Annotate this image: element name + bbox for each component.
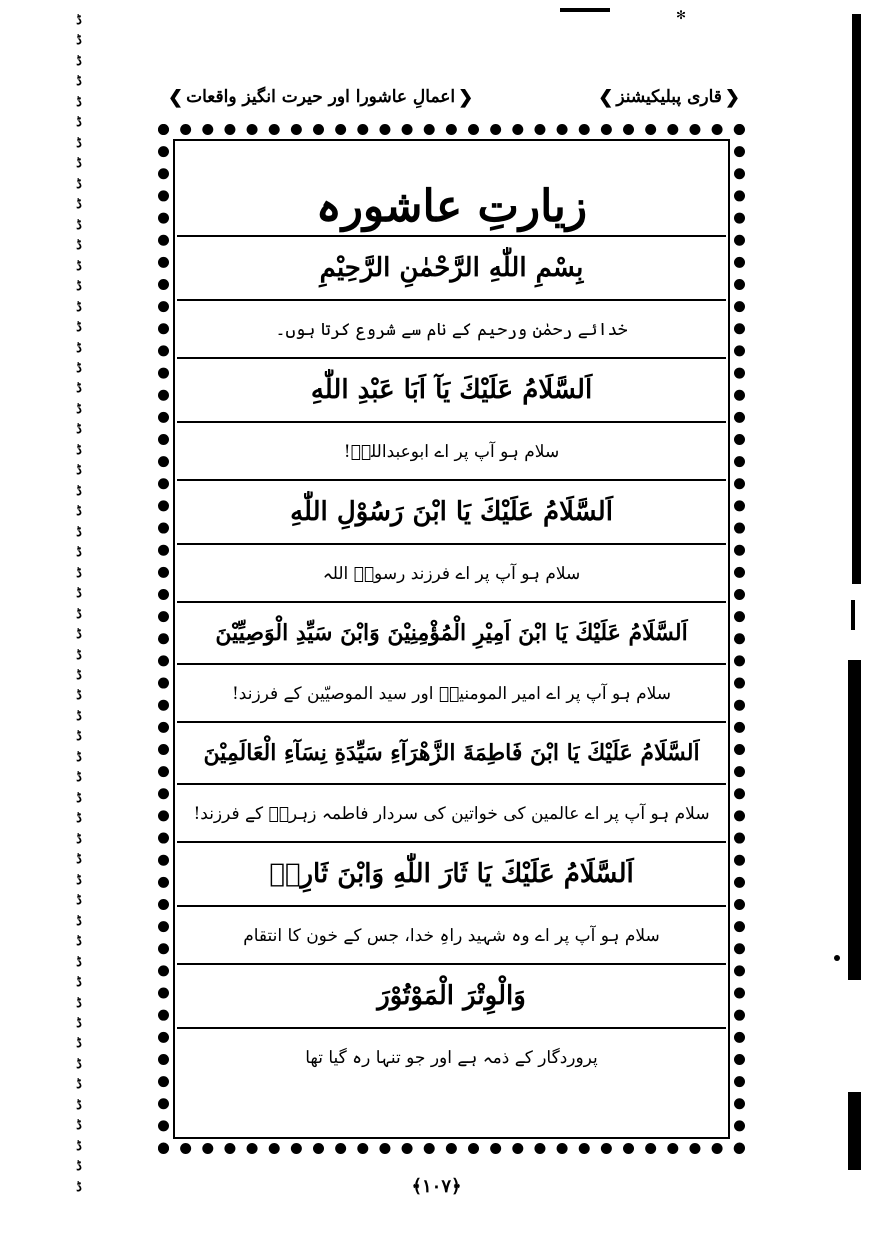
margin-mark: ڈ (76, 770, 82, 786)
margin-mark: ڈ (76, 135, 82, 151)
binding-margin-marks (68, 14, 90, 1194)
margin-mark: ڈ (76, 934, 82, 950)
margin-mark: ڈ (76, 401, 82, 417)
margin-mark: ڈ (76, 1097, 82, 1113)
margin-mark: ڈ (76, 299, 82, 315)
urdu-translation-line: سلام ہو آپ پر اے امیر المومنینؑ اور سید الموصیّین کے فرزند! (177, 663, 726, 721)
scan-edge-bar-1 (852, 14, 861, 584)
arabic-verse-line: اَلسَّلَامُ عَلَيْكَ يَا ابْنَ رَسُوْلِ اللّٰهِ (177, 479, 726, 543)
scan-speck-top: ✻ (676, 8, 687, 22)
scan-edge-bar-3 (848, 660, 861, 980)
margin-mark: ڈ (76, 1077, 82, 1093)
margin-mark: ڈ (76, 94, 82, 110)
margin-mark: ڈ (76, 115, 82, 131)
running-header-left-text: اعمالِ عاشورا اور حیرت انگیز واقعات (186, 87, 456, 107)
margin-mark: ڈ (76, 360, 82, 376)
margin-mark: ڈ (76, 872, 82, 888)
running-header-left (165, 82, 476, 112)
margin-mark: ڈ (76, 442, 82, 458)
arabic-verse-line: اَلسَّلَامُ عَلَيْكَ يَا ابْنَ اَمِيْرِ الْمُؤْمِنِيْنَ وَابْنَ سَيِّدِ الْوَصِيِّيْنَ (177, 601, 726, 663)
margin-mark: ڈ (76, 1015, 82, 1031)
margin-mark: ڈ (76, 852, 82, 868)
margin-mark: ڈ (76, 74, 82, 90)
margin-mark: ڈ (76, 53, 82, 69)
margin-mark: ڈ (76, 811, 82, 827)
arabic-verse-line: وَالْوِتْرَ الْمَوْتُوْرَ (177, 963, 726, 1027)
margin-mark: ڈ (76, 1159, 82, 1175)
margin-mark: ڈ (76, 831, 82, 847)
margin-mark: ڈ (76, 483, 82, 499)
decorative-page-frame (158, 124, 745, 1154)
urdu-translation-line: سلام ہو آپ پر اے ابوعبداللہؑ! (177, 421, 726, 479)
margin-mark: ڈ (76, 586, 82, 602)
margin-mark: ڈ (76, 258, 82, 274)
margin-mark: ڈ (76, 197, 82, 213)
margin-mark: ڈ (76, 790, 82, 806)
margin-mark: ڈ (76, 668, 82, 683)
margin-mark: ڈ (76, 1036, 82, 1052)
running-header-right (595, 82, 743, 112)
margin-mark: ڈ (76, 33, 82, 49)
scan-edge-bar-4 (848, 1092, 861, 1170)
margin-mark: ڈ (76, 1056, 82, 1072)
margin-mark: ڈ (76, 217, 82, 233)
ziyarat-text-sections (177, 235, 726, 1085)
margin-mark: ڈ (76, 340, 82, 356)
margin-mark: ڈ (76, 176, 82, 192)
margin-mark: ڈ (76, 627, 82, 643)
arabic-verse-line: اَلسَّلَامُ عَلَيْكَ يَا ثَارَ اللّٰهِ وَابْنَ ثَارِهٖ (177, 841, 726, 905)
margin-mark: ڈ (76, 565, 82, 581)
scan-speck (834, 955, 840, 961)
margin-mark: ڈ (76, 913, 82, 929)
running-header-right-text: قاری پبلیکیشنز (616, 87, 722, 107)
margin-mark: ڈ (76, 647, 82, 663)
header-ornament-icon: ❮ (458, 86, 474, 108)
margin-mark: ڈ (76, 524, 82, 540)
margin-mark: ڈ (76, 463, 82, 479)
margin-mark: ڈ (76, 545, 82, 561)
margin-mark: ڈ (76, 893, 82, 909)
margin-mark: ڈ (76, 688, 82, 704)
arabic-verse-line: اَلسَّلَامُ عَلَيْكَ يَآ اَبَا عَبْدِ اللّٰهِ (177, 357, 726, 421)
margin-mark: ڈ (76, 708, 82, 724)
margin-mark: ڈ (76, 422, 82, 438)
arabic-verse-line: بِسْمِ اللّٰهِ الرَّحْمٰنِ الرَّحِيْمِ (177, 235, 726, 299)
header-ornament-icon: ❯ (168, 86, 184, 108)
scan-edge-bar-2 (851, 600, 855, 630)
margin-mark: ڈ (76, 504, 82, 520)
urdu-translation-line: سلام ہو آپ پر اے فرزند رسولؐ اللہ (177, 543, 726, 601)
margin-mark: ڈ (76, 1138, 82, 1154)
page-title: زیارتِ عاشورہ (315, 181, 588, 232)
margin-mark: ڈ (76, 1179, 82, 1195)
margin-mark: ڈ (76, 13, 82, 28)
margin-mark: ڈ (76, 975, 82, 991)
margin-mark: ڈ (76, 749, 82, 765)
urdu-translation-line: سلام ہو آپ پر اے وہ شہید راہِ خدا، جس کے خون کا انتقام (177, 905, 726, 963)
urdu-translation-line: سلام ہو آپ پر اے عالمین کی خواتین کی سردار فاطمہ زہراؑ کے فرزند! (177, 783, 726, 841)
urdu-translation-line: خدائے رحمٰن ورحیم کے نام سے شروع کرتا ہوں۔ (177, 299, 726, 357)
margin-mark: ڈ (76, 606, 82, 622)
arabic-verse-line: اَلسَّلَامُ عَلَيْكَ يَا ابْنَ فَاطِمَةَ الزَّهْرَآءِ سَيِّدَةِ نِسَآءِ الْعَالَمِيْنَ (177, 721, 726, 783)
page-number: ﴿۱۰۷﴾ (411, 1176, 462, 1197)
scan-mark-top (560, 8, 610, 12)
margin-mark: ڈ (76, 279, 82, 295)
header-ornament-icon: ❮ (724, 86, 740, 108)
margin-mark: ڈ (76, 954, 82, 970)
margin-mark: ڈ (76, 320, 82, 336)
margin-mark: ڈ (76, 156, 82, 172)
header-ornament-icon: ❯ (598, 86, 614, 108)
margin-mark: ڈ (76, 381, 82, 397)
margin-mark: ڈ (76, 1118, 82, 1134)
urdu-translation-line: پروردگار کے ذمہ ہے اور جو تنہا رہ گیا تھا (177, 1027, 726, 1085)
margin-mark: ڈ (76, 729, 82, 745)
margin-mark: ڈ (76, 995, 82, 1011)
margin-mark: ڈ (76, 238, 82, 254)
